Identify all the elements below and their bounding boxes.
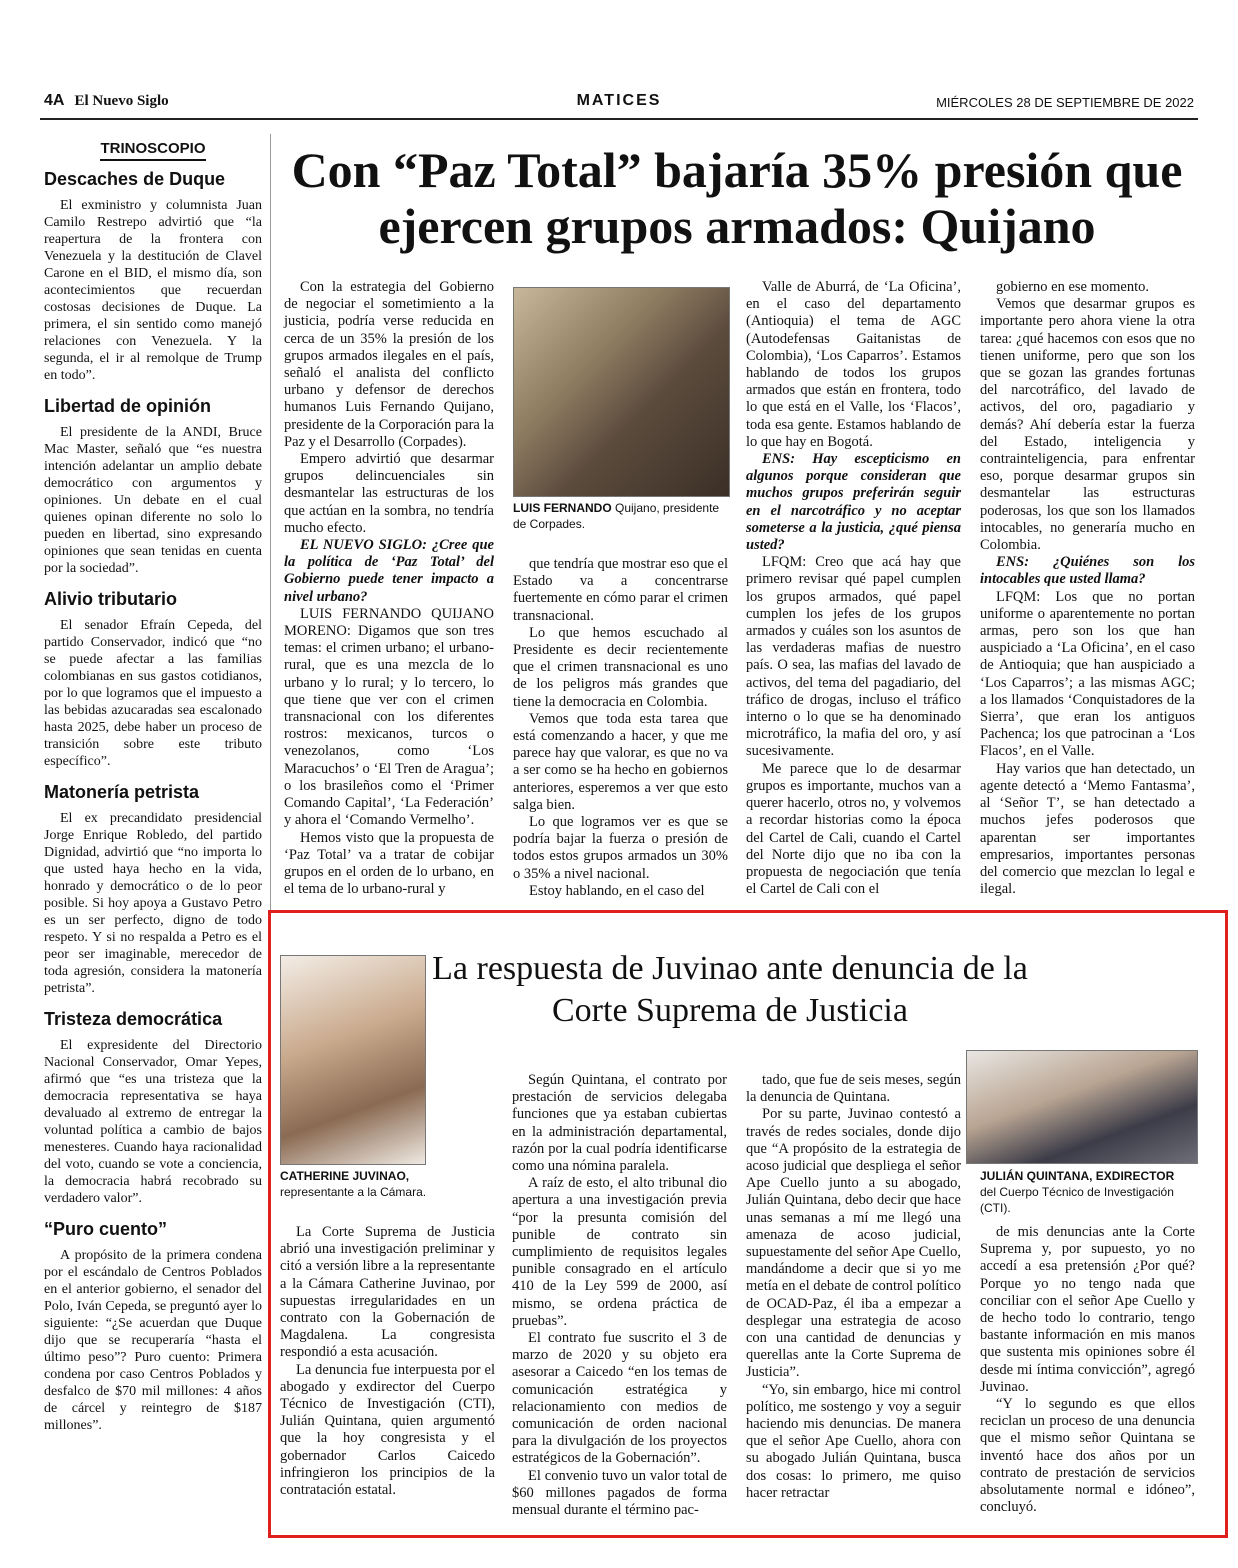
sidebar-item-title: Alivio tributario: [44, 589, 178, 609]
sidebar-item-text: El presidente de la ANDI, Bruce Mac Master, señaló que “es nuestra intención adelantar un amplio debate democrático con argumentos y opiniones. Un debate en el cual quienes opinan diferente no solo lo pueden en libertad, sino expresando opiniones que sean tenidas en cuenta por la sociedad”.: [44, 425, 262, 576]
article1-headline: Con “Paz Total” bajaría 35% presión que ejercen grupos armados: Quijano: [291, 142, 1183, 254]
paragraph: gobierno en ese momento.: [996, 279, 1150, 295]
photo-catherine-juvinao: [280, 955, 426, 1165]
paragraph: Hay varios que han detectado, un agente detectó a ‘Memo Fantasma’, al ‘Señor T’, se han detectado a muchos jefes poderosos que aparentan ser importantes empresarios, importantes personas del comercio que mezclan lo legal e ilegal.: [980, 760, 1195, 898]
paragraph: de mis denuncias ante la Corte Suprema y, por supuesto, yo no accedí a esa pretensión ¿Por qué? Porque yo no tengo nada que conciliar con el señor Ape Cuello y de hecho todo lo contrario, tengo bastante información en mis manos que sustenta mis opiniones sobre él desde mi íntima convicción”, agregó Juvinao.: [980, 1224, 1195, 1395]
paragraph: Lo que logramos ver es que se podría bajar la fuerza o presión de todos estos grupos armados un 30% o 35% a nivel nacional.: [513, 814, 728, 882]
paragraph: El convenio tuvo un valor total de $60 millones pagados de forma mensual durante el término pac-: [512, 1467, 727, 1519]
article1-photo-caption: LUIS FERNANDO Quijano, presidente de Corpades.: [513, 501, 720, 531]
article2-left-caption: CATHERINE JUVINAO, representante a la Cámara.: [280, 1169, 427, 1199]
paragraph: Vemos que desarmar grupos es importante pero ahora viene la otra tarea: ¿qué hacemos con esos que no tienen uniforme, pero que son los que se gozan las grandes fortunas del narcotráfico, del lavado de activos, del oro, pagadiario y demás? Ahí debería estar la fuerza del Estado, inteligencia y contrainteligencia, para enfrentar eso, porque desarmar grupos sin desmantelar las estructuras poderosas, los que son los llamados intocables, no generaría mucho en Colombia.: [980, 296, 1195, 554]
paragraph: ENS: ¿Quiénes son los intocables que usted llama?: [980, 554, 1195, 588]
section-name: MATICES: [576, 92, 662, 109]
sidebar-item-title: Descaches de Duque: [44, 169, 226, 189]
article2-column-2: [512, 1072, 727, 1519]
article2-column-4: [980, 1224, 1195, 1516]
article2-right-caption: JULIÁN QUINTANA, EXDIRECTOR del Cuerpo Técnico de Investigación (CTI).: [980, 1169, 1175, 1215]
paragraph: Valle de Aburrá, de ‘La Oficina’, en el caso del departamento (Antioquia) el tema de AGC (Autodefensas Gaitanistas de Colombia), ‘Los Caparros’. Estamos hablando de todos los grupos armados que están en frontera, todo lo que está en el Valle, los ‘Flacos’, toda esa gente. Estamos hablando de lo que hay en Bogotá.: [746, 279, 961, 450]
paragraph: EL NUEVO SIGLO: ¿Cree que la política de ‘Paz Total’ del Gobierno puede tener impacto a nivel urbano?: [284, 537, 494, 605]
paragraph: Según Quintana, el contrato por prestación de servicios delegaba funciones que ya estaban cubiertas en la administración departamental, razón por la cual podría identificarse como una nómina paralela.: [512, 1072, 727, 1175]
article2-headline: La respuesta de Juvinao ante denuncia de la Corte Suprema de Justicia: [432, 950, 1028, 1029]
paragraph: La denuncia fue interpuesta por el abogado y exdirector del Cuerpo Técnico de Investigación (CTI), Julián Quintana, quien argumentó que la hoy congresista y el gobernador Carlos Caicedo infringieron los principios de la contratación estatal.: [280, 1361, 495, 1499]
paragraph: ENS: Hay escepticismo en algunos porque consideran que muchos grupos preferirán seguir en el narcotráfico y no aceptar someterse a la justicia, ¿qué piensa usted?: [746, 451, 961, 554]
paragraph: Empero advirtió que desarmar grupos delincuenciales sin desmantelar las estructuras de los que actúan en la sombra, no tendría mucho efecto.: [284, 451, 494, 536]
paper-name: El Nuevo Siglo: [74, 93, 169, 109]
paragraph: Con la estrategia del Gobierno de negociar el sometimiento a la justicia, podría verse reducida en cerca de un 35% la presión de los grupos armados ilegales en el país, señaló el analista del conflicto urbano y defensor de derechos humanos Luis Fernando Quijano, presidente de la Corporación para la Paz y el Desarrollo (Corpades).: [284, 279, 494, 450]
paragraph: A raíz de esto, el alto tribunal dio apertura a una investigación previa “por la presunta comisión del punible de contrato sin cumplimiento de requisitos legales punible consagrado en el artículo 410 de la Ley 599 de 2000, así mismo, se ordena práctica de pruebas”.: [512, 1175, 727, 1329]
sidebar-item-title: Matonería petrista: [44, 782, 200, 802]
paragraph: Lo que hemos escuchado al Presidente es decir recientemente que el crimen transnacional es uno de los peligros más grandes que tiene la democracia en Colombia.: [513, 624, 728, 710]
paragraph: Vemos que toda esta tarea que está comenzando a hacer, y que me parece hay que valorar, es que no va a ser como se ha hecho en gobiernos anteriores, esperemos a ver que esto salga bien.: [513, 710, 728, 813]
paragraph: Me parece que lo de desarmar grupos es importante, muchos van a querer hacerlo, otros no, y volvemos a recordar historias como la época del Cartel de Cali, cuando el Cartel del Norte dijo que no iba con la propuesta de negociación que tenía el Cartel de Cali con el: [746, 760, 961, 898]
sidebar-trinoscopio: [44, 138, 262, 1434]
paragraph: “Y lo segundo es que ellos reciclan un proceso de una denuncia que el mismo señor Quintana se inventó hace dos años por un contrato de prestación de servicios absolutamente normal e idóneo”, concluyó.: [980, 1396, 1195, 1516]
paragraph: Por su parte, Juvinao contestó a través de redes sociales, donde dijo que “A propósito de la estrategia de acoso judicial que despliega el señor Ape Cuello junto a su abogado, Julián Quintana, debo decir que hace unas semanas a mí me llegó una amenaza de acoso judicial, supuestamente del señor Ape Cuello, mandándome a decir que si yo me metía en el debate de control político de OCAD-Paz, él iba a empezar a desplegar una estrategia de acoso con una cantidad de denuncias y querellas ante la Corte Suprema de Justicia”.: [746, 1106, 962, 1381]
paragraph: La Corte Suprema de Justicia abrió una investigación preliminar y citó a versión libre a la representante a la Cámara Catherine Juvinao, por supuestas irregularidades en un contrato con la Gobernación de Magdalena. La congresista respondió a esta acusación.: [280, 1224, 495, 1361]
paragraph: LUIS FERNANDO QUIJANO MORENO: Digamos que son tres temas: el crimen urbano; el urbano-rural, que es una mezcla de lo urbano y lo rural; y lo tercero, lo que tiene que ver con el crimen transnacional con los diferentes rostros: mexicanos, turcos o venezolanos, como ‘Los Maracuchos’ o ‘El Tren de Aragua’; o los brasileños como el ‘Primer Comando Capital’, ‘La Federación’ y ahora el ‘Comando Vermelho’.: [284, 605, 494, 829]
article1-column-2: [513, 556, 728, 900]
header-rule: [40, 118, 1198, 120]
paragraph: Hemos visto que la propuesta de ‘Paz Total’ va a tratar de cobijar grupos en el orden de lo urbano, en el tema de lo urbano-rural y: [284, 829, 494, 898]
photo-julian-quintana: [966, 1050, 1198, 1164]
sidebar-tag: TRINOSCOPIO: [44, 140, 262, 157]
article2-column-1: [280, 1224, 495, 1499]
article2-column-3: [746, 1072, 961, 1502]
sidebar-item-title: Tristeza democrática: [44, 1009, 223, 1029]
issue-date: MIÉRCOLES 28 DE SEPTIEMBRE DE 2022: [936, 95, 1194, 110]
paragraph: El contrato fue suscrito el 3 de marzo de 2020 y su objeto era asesorar a Caicedo “en los temas de comunicación estratégica y relacionamiento con medios de comunicación de orden nacional para la divulgación de los proyectos estratégicos de la Gobernación”.: [512, 1330, 727, 1467]
paragraph: LFQM: Creo que acá hay que primero revisar qué papel cumplen los grupos armados, qué papel cumplen los jefes de los grupos armados y cuáles son los asuntos de las verdaderas mafias de nuestro país. O sea, las mafias del lavado de activos, del tema del pagadiario, del tráfico de drogas, incluso el tráfico interno o lo que se ha denominado microtráfico, la mafia del oro, y así sucesivamente.: [746, 554, 961, 760]
sidebar-item-text: A propósito de la primera condena por el escándalo de Centros Poblados en el anterior gobierno, el senador del Polo, Iván Cepeda, se preguntó ayer lo siguiente: “¿Se acuerdan que Duque dijo que se recuperaría “hasta el último peso”? Puro cuento: Primera condena por caso Centros Poblados y desfalco de $70 mil millones: 4 años de cárcel y reintegro de $187 millones”.: [44, 1248, 262, 1433]
paragraph: “Yo, sin embargo, hice mi control político, me sostengo y voy a seguir haciendo mis denuncias. De manera que el señor Ape Cuello, ahora con su abogado Julián Quintana, busca dos cosas: lo primero, me quiso hacer retractar: [746, 1381, 961, 1501]
sidebar-item-text: El ex precandidato presidencial Jorge Enrique Robledo, del partido Dignidad, advirtió que “no importa lo que usted haya hecho en la vida, honrado y democrático o de lo peor posible. Si hoy apoya a Gustavo Petro es un ser perfecto, digno de todo respeto. Y si no respalda a Petro es el peor ser imaginable, merecedor de toda agresión, considera la matonería petrista”.: [44, 811, 262, 996]
photo-luis-fernando-quijano: [513, 287, 730, 497]
page-number: 4A: [44, 92, 65, 109]
paragraph: Estoy hablando, en el caso del: [529, 882, 705, 899]
article1-column-1: [284, 279, 494, 898]
paragraph: LFQM: Los que no portan uniforme o aparentemente no portan armas, pero son los que han auspiciado a ‘La Oficina’, en el caso de Antioquia; que han auspiciado a ‘Los Caparros’; a las mismas AGC; a los llamados ‘Conquistadores de la Sierra’, que eran los antiguos Pachenca; los que patrocinan a ‘Los Flacos’, en el Valle.: [980, 588, 1195, 760]
paragraph: tado, que fue de seis meses, según la denuncia de Quintana.: [746, 1072, 961, 1106]
article1-column-3: [746, 279, 961, 898]
sidebar-item-text: El expresidente del Directorio Nacional Conservador, Omar Yepes, afirmó que “es una tristeza que la democracia representativa se haya devaluado al extremo de entregar la voluntad política a cambio de bajos menesteres. Cuando haya racionalidad del voto, cuando se vote a conciencia, la democracia habrá recobrado su verdadero valor”.: [44, 1038, 262, 1206]
article1-column-4: [980, 279, 1195, 898]
sidebar-item-title: “Puro cuento”: [44, 1219, 168, 1239]
sidebar-item-text: El senador Efraín Cepeda, del partido Conservador, indicó que “no se puede afectar a las familias colombianas en sus gastos cotidianos, por lo que logramos que el impuesto a las bebidas azucaradas sea escalonado hasta 2025, debe haber un proceso de transición sobre este tributo específico”.: [44, 618, 262, 769]
sidebar-item-title: Libertad de opinión: [44, 396, 211, 416]
sidebar-item-text: El exministro y columnista Juan Camilo Restrepo advirtió que “la reapertura de la frontera con Venezuela y la destitución de Clavel Carone en el BID, el mismo día, son acontecimientos que recuerdan costosas decisiones de Duque. La primera, el sin sentido como manejó relaciones con Venezuela. Y la segunda, el ir al remolque de Trump en todo”.: [44, 198, 262, 383]
paragraph: que tendría que mostrar eso que el Estado va a concentrarse fuertemente en cómo parar el crimen transnacional.: [513, 556, 728, 624]
